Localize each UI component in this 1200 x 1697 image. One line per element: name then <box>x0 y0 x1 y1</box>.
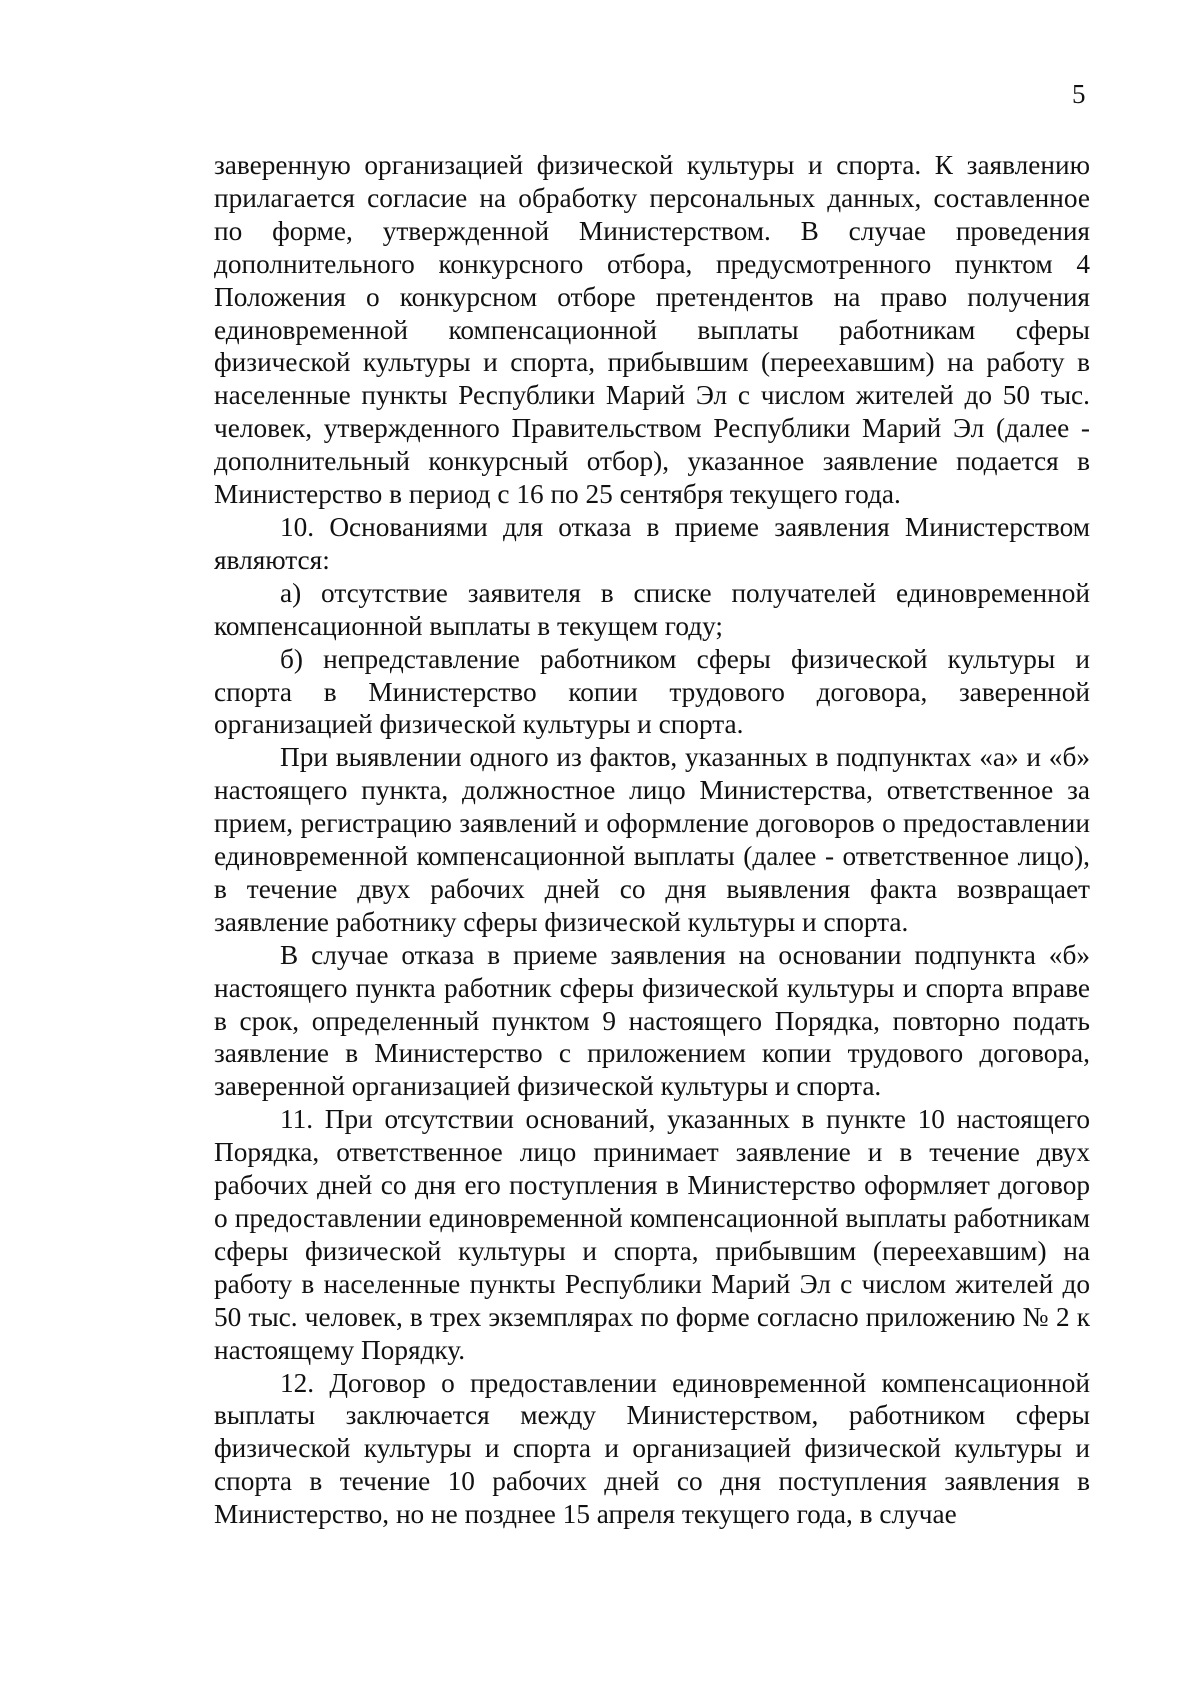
paragraph-item-12: 12. Договор о предоставлении единовременной компенсационной выплаты заключается между Министерством, работником сферы физической культуры и спорта и организацией физической культуры и спорта в течение 10 рабочих дней со дня поступления заявления в Министерство, но не позднее 15 апреля текущего года, в случае <box>214 1367 1090 1530</box>
paragraph-return-procedure: При выявлении одного из фактов, указанных в подпунктах «а» и «б» настоящего пункта, должностное лицо Министерства, ответственное за прием, регистрацию заявлений и оформление договоров о предоставлении единовременной компенсационной выплаты (далее - ответственное лицо), в течение двух рабочих дней со дня выявления факта возвращает заявление работнику сферы физической культуры и спорта. <box>214 742 1090 937</box>
paragraph-subitem-b: б) непредставление работником сферы физической культуры и спорта в Министерство копии трудового договора, заверенной организацией физической культуры и спорта. <box>214 643 1090 740</box>
paragraph-subitem-a: а) отсутствие заявителя в списке получателей единовременной компенсационной выплаты в текущем году; <box>214 577 1090 641</box>
page-number: 5 <box>1072 79 1086 109</box>
document-body <box>214 149 1090 1531</box>
paragraph-item-10: 10. Основаниями для отказа в приеме заявления Министерством являются: <box>214 511 1090 575</box>
paragraph-resubmission: В случае отказа в приеме заявления на основании подпункта «б» настоящего пункта работник сферы физической культуры и спорта вправе в срок, определенный пунктом 9 настоящего Порядка, повторно подать заявление в Министерство с приложением копии трудового договора, заверенной организацией физической культуры и спорта. <box>214 939 1090 1102</box>
paragraph-continuation: заверенную организацией физической культуры и спорта. К заявлению прилагается согласие на обработку персональных данных, составленное по форме, утвержденной Министерством. В случае проведения дополнительного конкурсного отбора, предусмотренного пунктом 4 Положения о конкурсном отборе претендентов на право получения единовременной компенсационной выплаты работникам сферы физической культуры и спорта, прибывшим (переехавшим) на работу в населенные пункты Республики Марий Эл с числом жителей до 50 тыс. человек, утвержденного Правительством Республики Марий Эл (далее - дополнительный конкурсный отбор), указанное заявление подается в Министерство в период с 16 по 25 сентября текущего года. <box>214 150 1090 510</box>
paragraph-item-11: 11. При отсутствии оснований, указанных в пункте 10 настоящего Порядка, ответственное лицо принимает заявление и в течение двух рабочих дней со дня его поступления в Министерство оформляет договор о предоставлении единовременной компенсационной выплаты работникам сферы физической культуры и спорта, прибывшим (переехавшим) на работу в населенные пункты Республики Марий Эл с числом жителей до 50 тыс. человек, в трех экземплярах по форме согласно приложению № 2 к настоящему Порядку. <box>214 1104 1090 1365</box>
